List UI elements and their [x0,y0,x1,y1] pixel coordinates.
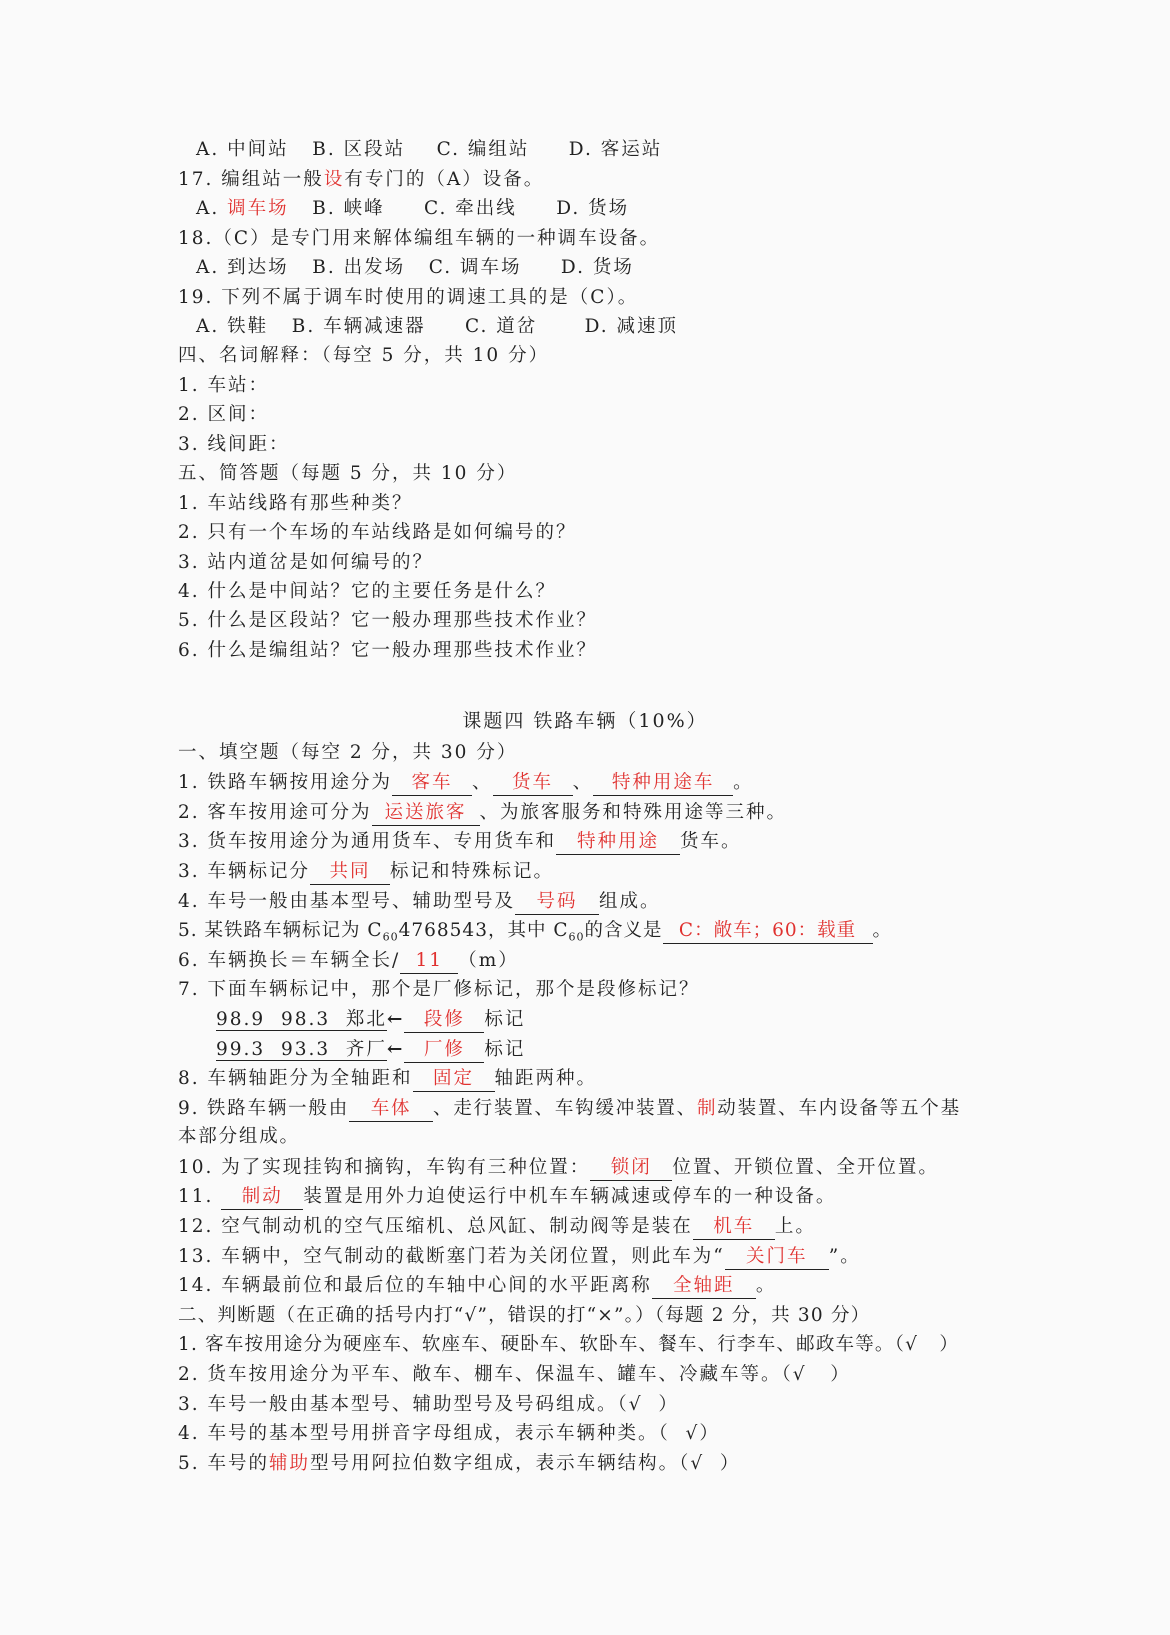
judge-q5 [178,1450,740,1478]
fill-q13-text: 13. 车辆中，空气制动的截断塞门若为关闭位置，则此车为“ [178,1246,725,1267]
fill-q3-answer: 特种用途 [556,830,680,855]
fill-q13-end: ”。 [828,1246,861,1267]
fill-q5-sub1: 60 [382,930,399,944]
q17-text-end: 有专门的（A）设备。 [344,169,545,190]
fill-q7: 7. 下面车辆标记中，那个是厂修标记，那个是段修标记？ [178,979,700,1000]
q17-option-a-answer: 调车场 [227,198,289,219]
fill-q4-answer: 号码 [515,890,599,915]
fill-q3b [178,858,554,886]
fill-q10-end: 位置、开锁位置、全开位置。 [672,1157,939,1178]
fill-q1-sep2: 、 [572,772,594,793]
fill-q14-answer: 全轴距 [652,1274,756,1299]
q19: 19. 下列不属于调车时使用的调速工具的是（C）。 [178,287,639,308]
fill-q13-answer: 关门车 [725,1245,829,1270]
fill-q5-mid: 4768543，其中 C [398,920,569,941]
fill-q9-answer: 车体 [349,1097,433,1122]
fill-q12-end: 上。 [774,1216,816,1237]
sec5-item-6: 6. 什么是编组站？它一般办理那些技术作业？ [178,640,598,661]
sec5-item-4: 4. 什么是中间站？它的主要任务是什么？ [178,581,557,602]
fill-q2-end: 、为旅客服务和特殊用途等三种。 [479,802,788,823]
fill-q3b-answer: 共同 [310,860,390,885]
fill-q9-end: 动装置、车内设备等五个基本部分组成。 [178,1098,961,1147]
section5-heading: 五、简答题（每题 5 分，共 10 分） [178,463,518,484]
fill-q11-text: 11. [178,1186,222,1207]
fill-q1-text: 1. 铁路车辆按用途分为 [178,772,393,793]
fill-q7b-end: 标记 [484,1039,526,1060]
fill-q6 [178,947,519,975]
fill-q3 [178,828,742,856]
fill-q4-text: 4. 车号一般由基本型号、辅助型号及 [178,891,516,912]
q17-option-a: A. [196,198,228,219]
fill-q2-text: 2. 客车按用途可分为 [178,802,372,823]
fill-q9-red-char: 制 [696,1098,718,1119]
fill-q5-text: 5. 某铁路车辆标记为 C [178,920,383,941]
q19-options: A. 铁鞋 B. 车辆减速器 C. 道岔 D. 减速顶 [196,316,678,337]
fill-q9-text: 9. 铁路车辆一般由 [178,1098,350,1119]
fill-q3-end: 货车。 [680,831,742,852]
sec5-item-5: 5. 什么是区段站？它一般办理那些技术作业？ [178,610,598,631]
fill-q3-text: 3. 货车按用途分为通用货车、专用货车和 [178,831,557,852]
judge-heading: 二、判断题（在正确的括号内打“√”，错误的打“×”。）（每题 2 分，共 30 分） [178,1305,871,1326]
fill-q8-text: 8. 车辆轴距分为全轴距和 [178,1068,413,1089]
fill-q1-answer-3: 特种用途车 [593,771,733,796]
q18: 18.（C）是专门用来解体编组车辆的一种调车设备。 [178,228,661,249]
fill-q8-answer: 固定 [413,1067,495,1092]
fill-q9-mid: 、走行装置、车钩缓冲装置、 [433,1098,697,1119]
fill-q1-answer-2: 货车 [493,771,573,796]
sec5-item-3: 3. 站内道岔是如何编号的？ [178,552,434,573]
judge-q1: 1. 客车按用途分为硬座车、软座车、硬卧车、软卧车、餐车、行李车、邮政车等。（√ ） [178,1334,960,1355]
fill-q6-answer: 11 [400,949,458,974]
fill-q12-answer: 机车 [693,1215,775,1240]
q17-red-char: 设 [323,169,345,190]
fill-q10-text: 10. 为了实现挂钩和摘钩，车钩有三种位置： [178,1157,591,1178]
sec4-item-2: 2. 区间： [178,404,270,425]
fill-q5-answer: C：敞车；60：载重 [663,919,873,944]
left-arrow-icon: ← [386,1009,405,1030]
judge-q5-text: 5. 车号的 [178,1453,270,1474]
q17-option-rest: B. 峡峰 C. 牵出线 D. 货场 [288,198,630,219]
fill-q8 [178,1065,597,1093]
fill-q12 [178,1213,816,1241]
fill-q7a-mark: 98.9 98.3 郑北 [216,1009,387,1030]
fill-q10 [178,1154,939,1182]
fill-q3b-text: 3. 车辆标记分 [178,861,311,882]
fill-q9 [178,1095,978,1151]
fill-q6-text: 6. 车辆换长＝车辆全长/ [178,950,401,971]
fill-q7a-answer: 段修 [404,1008,484,1033]
fill-q2 [178,799,787,827]
section4-heading: 四、名词解释：（每空 5 分，共 10 分） [178,345,550,366]
fill-q1 [178,769,754,797]
fill-q12-text: 12. 空气制动机的空气压缩机、总风缸、制动阀等是装在 [178,1216,693,1237]
q17 [178,166,544,194]
q17-options [196,195,629,223]
fill-q14-end: 。 [755,1275,777,1296]
fill-heading: 一、填空题（每空 2 分，共 30 分） [178,742,518,763]
fill-q6-end: （m） [458,950,519,971]
sec4-item-3: 3. 线间距： [178,434,290,455]
left-arrow-icon: ← [386,1039,405,1060]
sec5-item-1: 1. 车站线路有那些种类？ [178,493,413,514]
fill-q10-answer: 锁闭 [590,1156,672,1181]
fill-q8-end: 轴距两种。 [494,1068,598,1089]
fill-q7-mark-b [216,1036,525,1064]
sec5-item-2: 2. 只有一个车场的车站线路是如何编号的？ [178,522,577,543]
fill-q11 [178,1183,836,1211]
fill-q1-sep1: 、 [472,772,493,793]
q16-options: A. 中间站 B. 区段站 C. 编组站 D. 客运站 [196,139,663,160]
fill-q2-answer: 运送旅客 [372,801,480,826]
fill-q5-sub2: 60 [568,930,585,944]
fill-q5-mid2: 的含义是 [584,920,663,941]
fill-q4-end: 组成。 [599,891,661,912]
judge-q2: 2. 货车按用途分为平车、敞车、棚车、保温车、罐车、冷藏车等。（√ ） [178,1364,851,1385]
q17-text: 17. 编组站一般 [178,169,324,190]
fill-q1-answer-1: 客车 [392,771,472,796]
fill-q7-mark-a [216,1006,525,1034]
sec4-item-1: 1. 车站： [178,375,270,396]
fill-q7a-end: 标记 [484,1009,526,1030]
fill-q7b-answer: 厂修 [404,1038,484,1063]
fill-q5-end: 。 [872,920,893,941]
topic4-title: 课题四 铁路车辆（10%） [462,710,708,732]
q18-options: A. 到达场 B. 出发场 C. 调车场 D. 货场 [196,257,634,278]
judge-q3: 3. 车号一般由基本型号、辅助型号及号码组成。（√ ） [178,1394,679,1415]
judge-q4: 4. 车号的基本型号用拼音字母组成，表示车辆种类。（ √） [178,1423,720,1444]
fill-q14-text: 14. 车辆最前位和最后位的车轴中心间的水平距离称 [178,1275,652,1296]
fill-q4 [178,888,661,916]
fill-q14 [178,1272,776,1300]
judge-q5-red-word: 辅助 [269,1453,311,1474]
judge-q5-end: 型号用阿拉伯数字组成，表示车辆结构。（√ ） [310,1453,741,1474]
fill-q7b-mark: 99.3 93.3 齐厂 [216,1039,387,1060]
fill-q3b-end: 标记和特殊标记。 [390,861,555,882]
fill-q11-end: 装置是用外力迫使运行中机车车辆减速或停车的一种设备。 [303,1186,837,1207]
fill-q1-end: 。 [733,772,754,793]
fill-q13 [178,1243,861,1271]
fill-q11-answer: 制动 [221,1185,303,1210]
